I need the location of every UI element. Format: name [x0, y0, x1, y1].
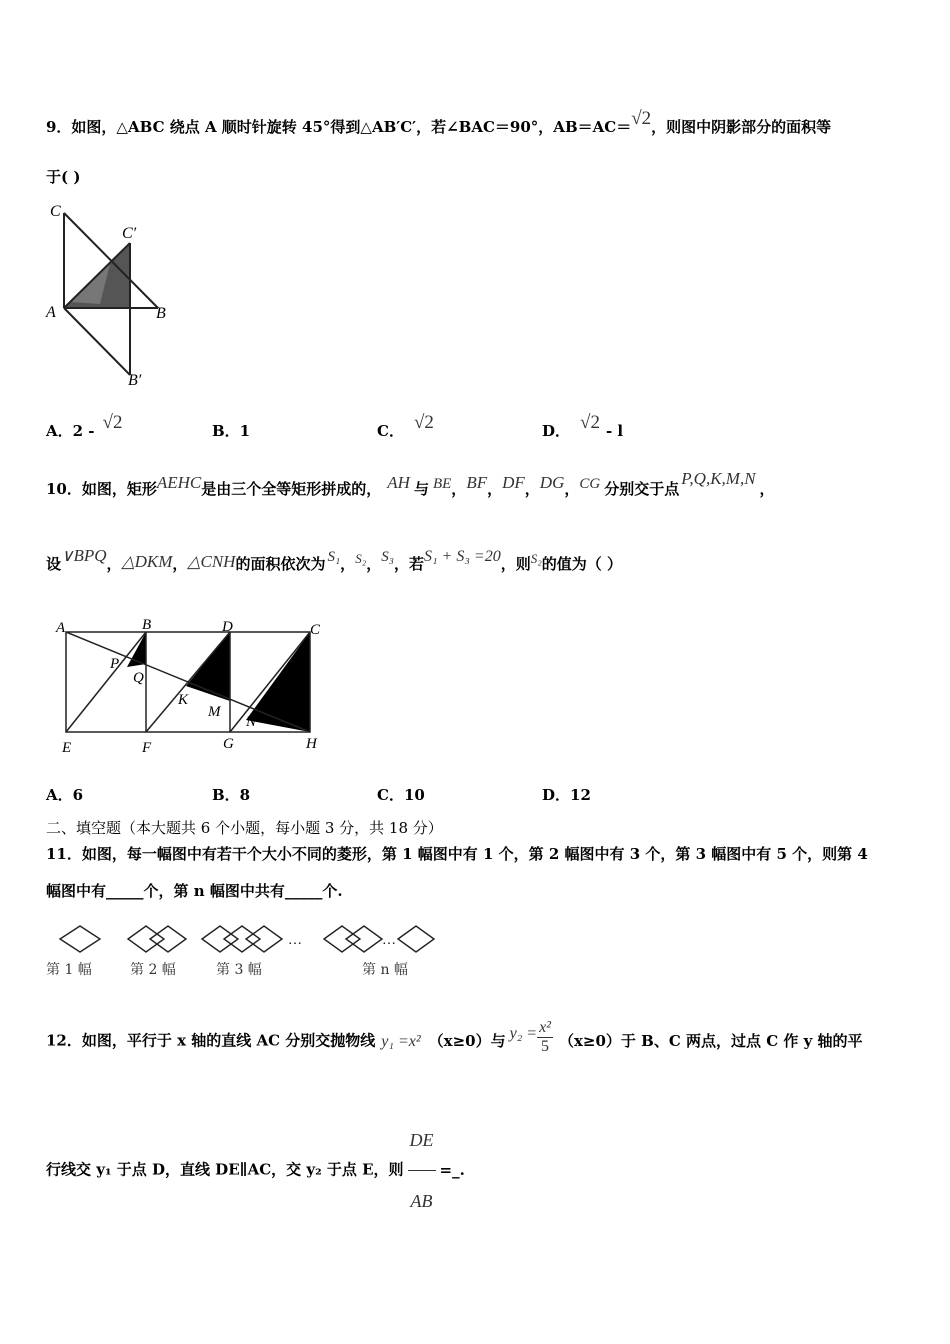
- q10-label-C: C: [310, 622, 321, 638]
- q10-option-c: C．10: [377, 786, 425, 804]
- section-2-title: 二、填空题（本大题共 6 个小题，每小题 3 分，共 18 分）: [46, 819, 443, 837]
- q12-line1: 12．如图，平行于 x 轴的直线 AC 分别交抛物线 y₁ =x² （x≥0）与 y₂ = $\frac{\text{x²}}{5}$ （x≥0）于 B、C 两点，过点 C 作 y 轴的平: [46, 1019, 863, 1055]
- q10-label-K: K: [178, 692, 189, 708]
- q9-label-A: A: [46, 304, 56, 321]
- q10-label-D: D: [222, 619, 233, 635]
- q11-caption-2: 第 2 幅: [130, 962, 176, 978]
- q12-line2: 行线交 y₁ 于点 D，直线 DE∥AC，交 y₂ 于点 E，则 $\frac{DE}{AB}$ =_.: [46, 1110, 465, 1231]
- q10-line1: 10．如图，矩形AEHC是由三个全等矩形拼成的， AH 与 BE，BF，DF，DG，CG 分别交于点P,Q,K,M,N，: [46, 469, 775, 498]
- q10-label-A: A: [56, 620, 66, 636]
- q9-figure: [40, 200, 180, 395]
- q10-figure: [48, 614, 338, 759]
- q9-sqrt2: √2: [631, 108, 652, 129]
- q9-option-c: C． √2: [377, 412, 434, 440]
- q9-line2: 于( ): [46, 168, 81, 186]
- q11-caption-1: 第 1 幅: [46, 962, 92, 978]
- q11-caption-n: 第 n 幅: [362, 962, 408, 978]
- q10-option-a: A．6: [46, 786, 84, 804]
- q10-label-B: B: [142, 617, 152, 633]
- q10-option-d: D．12: [542, 786, 591, 804]
- q10-line2: 设∨BPQ，△DKM，△CNH的面积依次为 S₁，S₂，S₃，若S₁ + S₃ =20，则S₂的值为（ ）: [46, 546, 622, 573]
- q9-label-C: C: [50, 203, 61, 220]
- q10-label-F: F: [142, 740, 152, 756]
- q11-line2: 幅图中有_____个，第 n 幅图中共有_____个.: [46, 882, 343, 900]
- q11-figure: [44, 918, 438, 978]
- q9-option-d: D． √2 - l: [542, 412, 624, 440]
- q10-option-b: B．8: [212, 786, 251, 804]
- q11-dots-1: …: [288, 933, 302, 948]
- q10-label-P: P: [110, 656, 120, 672]
- q9-label-B-prime: B′: [128, 372, 142, 389]
- q11-dots-2: …: [382, 933, 396, 948]
- q11-caption-3: 第 3 幅: [216, 962, 262, 978]
- q9-line1: [46, 108, 832, 138]
- q10-label-H: H: [306, 736, 317, 752]
- q10-label-E: E: [62, 740, 72, 756]
- q10-label-M: M: [208, 704, 221, 720]
- q11-line1: 11．如图，每一幅图中有若干个大小不同的菱形，第 1 幅图中有 1 个，第 2 幅图中有 3 个，第 3 幅图中有 5 个，则第 4: [46, 845, 868, 863]
- q9-label-C-prime: C′: [122, 225, 137, 242]
- q9-text-post: ，则图中阴影部分的面积等: [651, 118, 832, 136]
- q10-label-Q: Q: [133, 670, 144, 686]
- q9-text-pre: 9．如图，△ABC 绕点 A 顺时针旋转 45°得到△AB′C′，若∠BAC＝90°，AB＝AC＝: [46, 118, 632, 136]
- q9-option-a: A．2 - √2: [46, 412, 123, 440]
- q10-label-G: G: [223, 736, 234, 752]
- q9-option-b: B．1: [212, 422, 251, 440]
- q10-label-N: N: [246, 714, 257, 730]
- q9-label-B: B: [156, 305, 166, 322]
